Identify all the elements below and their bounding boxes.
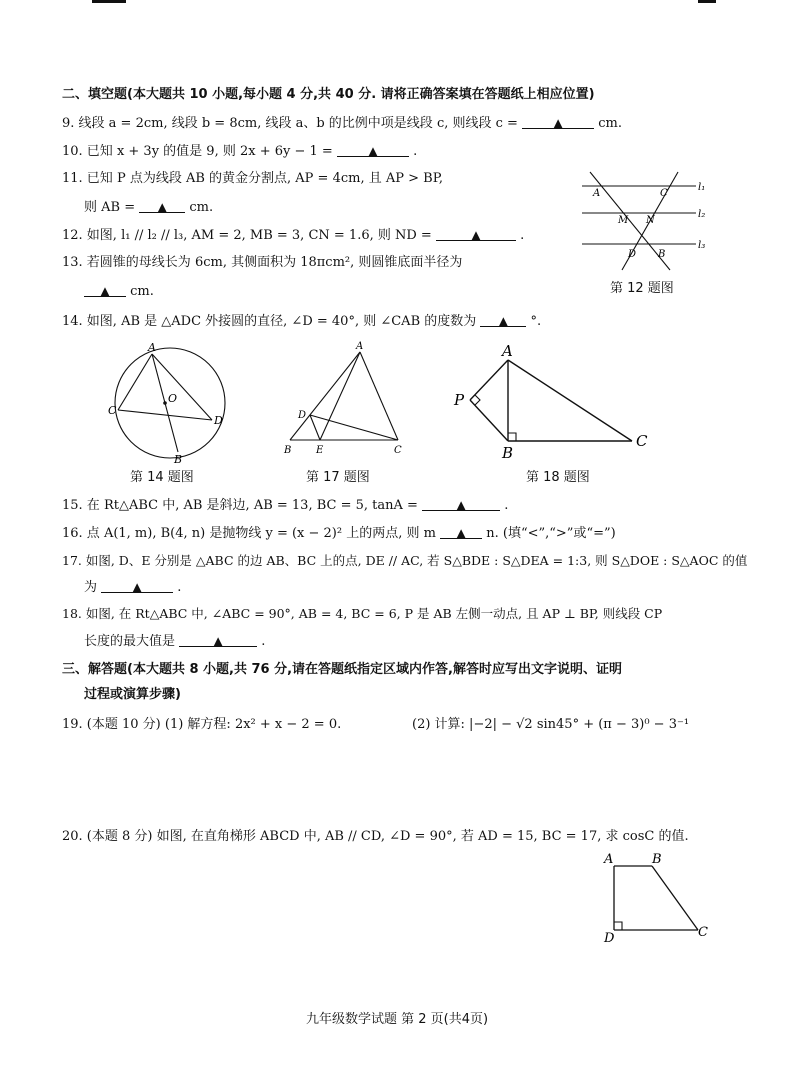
label-a: A (356, 341, 364, 352)
q12-text: 12. 如图, l₁ // l₂ // l₃, AM = 2, MB = 3, CN = 1.6, 则 ND = (62, 228, 432, 243)
label-b: B (174, 453, 183, 464)
label-c: C (698, 925, 708, 940)
figure-14 (108, 340, 232, 464)
blank-triangle-icon: ▲ (471, 228, 481, 242)
figure-17 (280, 340, 410, 458)
top-edge-mark-left (92, 0, 126, 3)
label-l2: l₂ (698, 209, 706, 220)
section2-heading: 二、填空题(本大题共 10 小题,每小题 4 分,共 40 分. 请将正确答案填在答题纸上相应位置) (62, 87, 595, 102)
q9-answer-blank[interactable] (522, 114, 594, 129)
q16-text: 16. 点 A(1, m), B(4, n) 是抛物线 y = (x − 2)² 上的两点, 则 m (62, 526, 436, 541)
segment-de (310, 415, 320, 440)
q15-text: 15. 在 Rt△ABC 中, AB 是斜边, AB = 13, BC = 5, tanA = (62, 498, 418, 513)
q11-answer-blank[interactable] (139, 198, 185, 213)
q16-unit: n. (填“<”,“>”或“=”) (486, 526, 616, 541)
question-13 (62, 254, 462, 272)
section3-heading-line2: 过程或演算步骤) (84, 687, 181, 702)
label-b: B (502, 444, 514, 460)
q11-text2: 则 AB = (84, 200, 136, 215)
question-18-line2 (84, 632, 265, 651)
label-o: O (168, 392, 178, 405)
q11-unit: cm. (189, 200, 214, 215)
label-c: C (660, 188, 668, 199)
label-d: D (298, 410, 307, 421)
figure-12-caption: 第 12 题图 (610, 281, 674, 296)
q14-answer-blank[interactable] (480, 312, 526, 327)
label-d: D (214, 414, 223, 427)
question-18 (62, 605, 662, 623)
q16-answer-blank[interactable] (440, 524, 482, 539)
label-a: A (148, 341, 156, 354)
label-c: C (636, 432, 648, 450)
q9-unit: cm. (598, 116, 622, 131)
right-angle-b (508, 433, 516, 441)
blank-triangle-icon: ▲ (213, 634, 223, 648)
label-c: C (108, 404, 117, 417)
blank-triangle-icon: ▲ (553, 116, 563, 130)
side-cd (118, 410, 212, 420)
q10-text: 10. 已知 x + 3y 的值是 9, 则 2x + 6y − 1 = (62, 144, 333, 159)
q17-text2: 为 (84, 580, 98, 595)
side-ac (118, 354, 152, 410)
q15-unit: . (504, 498, 509, 513)
segment-ap (470, 360, 508, 400)
q12-answer-blank[interactable] (436, 226, 516, 241)
q9-text: 9. 线段 a = 2cm, 线段 b = 8cm, 线段 a、b 的比例中项是线段 c, 则线段 c = (62, 116, 518, 131)
blank-triangle-icon: ▲ (157, 200, 167, 214)
question-17 (62, 552, 747, 570)
label-a: A (593, 188, 601, 199)
label-n: N (646, 215, 655, 226)
figure-20 (598, 850, 714, 944)
figure-12 (578, 166, 708, 274)
label-e: E (316, 445, 324, 456)
q18-answer-blank[interactable] (179, 632, 257, 647)
right-angle-p (475, 395, 480, 405)
figure-14-caption: 第 14 题图 (130, 470, 194, 485)
figure-17-caption: 第 17 题图 (306, 470, 370, 485)
blank-triangle-icon: ▲ (368, 144, 378, 158)
question-11-line2 (84, 198, 213, 217)
q17-unit: . (177, 580, 182, 595)
q18-text: 18. 如图, 在 Rt△ABC 中, ∠ABC = 90°, AB = 4, BC = 6, P 是 AB 左侧一动点, 且 AP ⊥ BP, 则线段 CP (62, 606, 663, 621)
question-19-part2: (2) 计算: |−2| − √2 sin45° + (π − 3)⁰ − 3⁻¹ (412, 717, 690, 732)
figure-18 (450, 342, 660, 460)
q11-text: 11. 已知 P 点为线段 AB 的黄金分割点, AP = 4cm, 且 AP > BP, (62, 171, 443, 186)
question-14 (62, 312, 541, 331)
question-9 (62, 114, 622, 133)
q15-answer-blank[interactable] (422, 496, 500, 511)
question-20: 20. (本题 8 分) 如图, 在直角梯形 ABCD 中, AB // CD, ∠D = 90°, 若 AD = 15, BC = 17, 求 cosC 的值. (62, 829, 689, 844)
question-15 (62, 496, 508, 515)
blank-triangle-icon: ▲ (498, 314, 509, 328)
q10-unit: . (413, 144, 418, 159)
q17-text: 17. 如图, D、E 分别是 △ABC 的边 AB、BC 上的点, DE // AC, 若 S△BDE : S△DEA = 1:3, 则 S△DOE : S△AOC 的值 (62, 553, 748, 568)
label-l3: l₃ (698, 240, 706, 251)
label-l1: l₁ (698, 182, 706, 193)
side-ac (508, 360, 632, 441)
top-edge-mark-right (698, 0, 716, 3)
segment-dc (310, 415, 398, 440)
label-a: A (604, 852, 614, 867)
side-ab (290, 352, 360, 440)
label-b: B (658, 249, 666, 260)
q12-unit: . (520, 228, 525, 243)
label-b: B (652, 852, 662, 867)
figure-18-caption: 第 18 题图 (526, 470, 590, 485)
question-16 (62, 524, 616, 543)
side-ac (360, 352, 398, 440)
section3-heading: 三、解答题(本大题共 8 小题,共 76 分,请在答题纸指定区域内作答,解答时应写出文字说明、证明 (62, 662, 622, 677)
blank-triangle-icon: ▲ (456, 498, 466, 512)
q13-text: 13. 若圆锥的母线长为 6cm, 其侧面积为 18πcm², 则圆锥底面半径为 (62, 255, 463, 270)
center-point (163, 401, 167, 405)
label-a: A (502, 342, 513, 360)
q17-answer-blank[interactable] (101, 578, 173, 593)
question-17-line2 (84, 578, 181, 597)
question-13-line2 (84, 282, 154, 301)
label-p: P (454, 391, 465, 409)
question-12 (62, 226, 524, 245)
q14-text: 14. 如图, AB 是 △ADC 外接圆的直径, ∠D = 40°, 则 ∠CAB 的度数为 (62, 314, 477, 329)
question-10 (62, 142, 417, 161)
segment-pb (470, 400, 508, 441)
segment-ae (320, 352, 360, 440)
label-d: D (628, 249, 637, 260)
blank-triangle-icon: ▲ (100, 284, 110, 298)
blank-triangle-icon: ▲ (456, 526, 466, 540)
page-footer: 九年级数学试题 第 2 页(共4页) (305, 1012, 489, 1027)
q18-unit: . (261, 634, 266, 649)
right-angle-d (614, 922, 622, 930)
label-c: C (394, 445, 402, 456)
side-bc (652, 866, 698, 930)
q13-answer-blank[interactable] (84, 282, 126, 297)
question-19-part1: 19. (本题 10 分) (1) 解方程: 2x² + x − 2 = 0. (62, 717, 342, 732)
q10-answer-blank[interactable] (337, 142, 409, 157)
label-m: M (618, 215, 629, 226)
label-b: B (284, 445, 292, 456)
question-11 (62, 170, 443, 188)
q13-unit: cm. (130, 284, 154, 299)
q18-text2: 长度的最大值是 (84, 634, 176, 649)
label-d: D (604, 931, 615, 944)
q14-unit: °. (530, 314, 542, 329)
blank-triangle-icon: ▲ (132, 580, 142, 594)
